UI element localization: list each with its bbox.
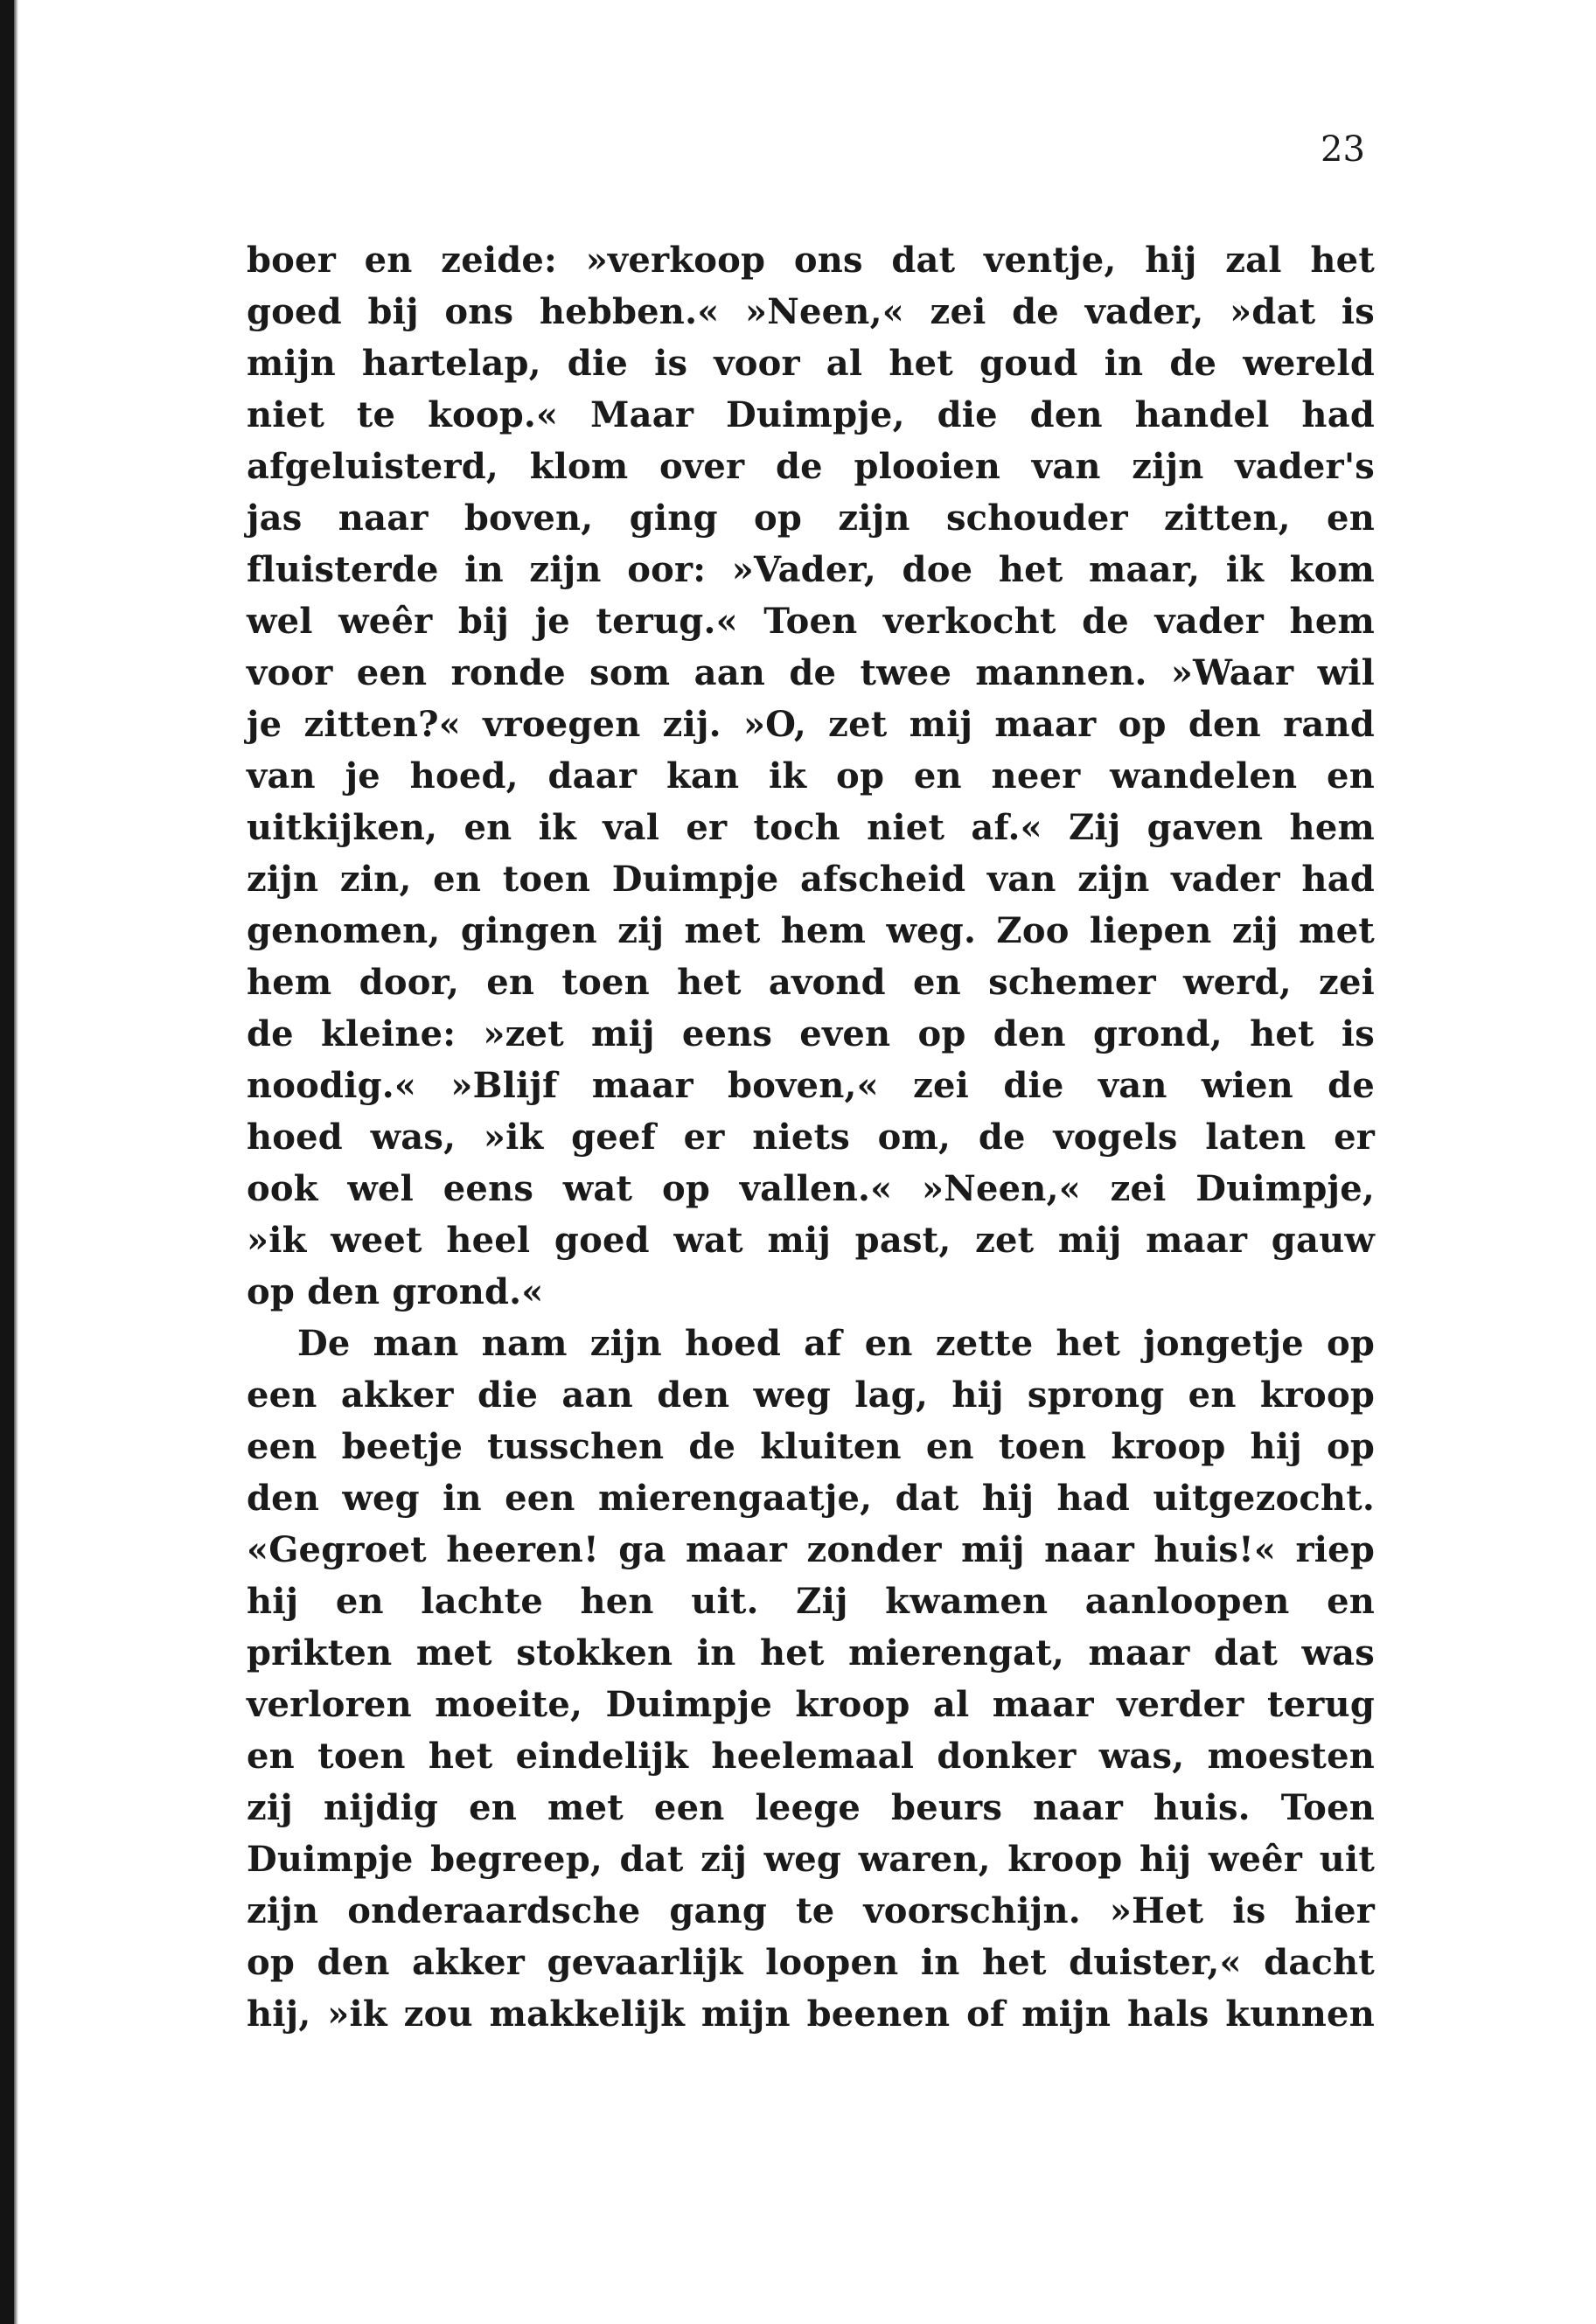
text-line: Duimpje begreep, dat zij weg waren, kroop hij weêr uit — [247, 1839, 1375, 1880]
text-line: zijn zin, en toen Duimpje afscheid van zijn vader had — [247, 859, 1375, 900]
page-number: 23 — [1321, 129, 1365, 170]
text-line: genomen, gingen zij met hem weg. Zoo liepen zij met — [247, 910, 1375, 951]
text-line: jas naar boven, ging op zijn schouder zitten, en — [247, 498, 1375, 539]
text-line: zij nijdig en met een leege beurs naar huis. Toen — [247, 1787, 1375, 1828]
text-line: een beetje tusschen de kluiten en toen kroop hij op — [247, 1426, 1375, 1467]
paragraph-start-line: De man nam zijn hoed af en zette het jongetje op — [297, 1323, 1375, 1364]
binding-edge — [0, 0, 14, 2324]
text-line: niet te koop.« Maar Duimpje, die den handel had — [247, 394, 1375, 435]
text-line: goed bij ons hebben.« »Neen,« zei de vader, »dat is — [247, 291, 1375, 332]
text-line: een akker die aan den weg lag, hij sprong en kroop — [247, 1374, 1375, 1416]
text-line: ook wel eens wat op vallen.« »Neen,« zei Duimpje, — [247, 1168, 1375, 1209]
text-line: hoed was, »ik geef er niets om, de vogels laten er — [247, 1117, 1375, 1158]
text-line: voor een ronde som aan de twee mannen. »Waar wil — [247, 652, 1375, 693]
text-line: prikten met stokken in het mierengat, maar dat was — [247, 1632, 1375, 1673]
text-line: den weg in een mierengaatje, dat hij had uitgezocht. — [247, 1478, 1375, 1519]
text-line: boer en zeide: »verkoop ons dat ventje, hij zal het — [247, 240, 1375, 281]
text-line: hij en lachte hen uit. Zij kwamen aanloopen en — [247, 1581, 1375, 1622]
text-line: van je hoed, daar kan ik op en neer wandelen en — [247, 755, 1375, 797]
text-line: hem door, en toen het avond en schemer werd, zei — [247, 962, 1375, 1003]
text-line: hij, »ik zou makkelijk mijn beenen of mijn hals kunnen — [247, 1993, 1375, 2035]
text-line: «Gegroet heeren! ga maar zonder mij naar huis!« riep — [247, 1529, 1375, 1570]
body-text — [247, 234, 1375, 2040]
text-line: verloren moeite, Duimpje kroop al maar verder terug — [247, 1684, 1375, 1725]
text-line: je zitten?« vroegen zij. »O, zet mij maar op den rand — [247, 704, 1375, 745]
paragraph-end-line: op den grond.« — [247, 1271, 544, 1312]
text-line: »ik weet heel goed wat mij past, zet mij maar gauw — [247, 1220, 1375, 1261]
text-line: op den akker gevaarlijk loopen in het duister,« dacht — [247, 1942, 1375, 1983]
text-line: zijn onderaardsche gang te voorschijn. »Het is hier — [247, 1890, 1375, 1931]
text-line: uitkijken, en ik val er toch niet af.« Zij gaven hem — [247, 807, 1375, 848]
text-line: afgeluisterd, klom over de plooien van zijn vader's — [247, 446, 1375, 487]
text-line: wel weêr bij je terug.« Toen verkocht de vader hem — [247, 601, 1375, 642]
text-line: mijn hartelap, die is voor al het goud in de wereld — [247, 343, 1375, 384]
text-line: fluisterde in zijn oor: »Vader, doe het maar, ik kom — [247, 549, 1375, 590]
text-line: en toen het eindelijk heelemaal donker was, moesten — [247, 1736, 1375, 1777]
text-line: noodig.« »Blijf maar boven,« zei die van wien de — [247, 1065, 1375, 1106]
text-line: de kleine: »zet mij eens even op den grond, het is — [247, 1013, 1375, 1054]
